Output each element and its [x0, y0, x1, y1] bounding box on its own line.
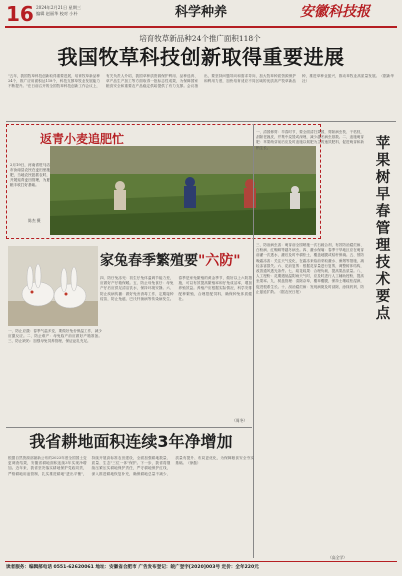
article2-intro: 一、防止应激：春季气温多变，要做好兔舍保温工作，减少应激反应。二、防止难产：母兔临产前应做好产箱准备。三、防止缺奶：加强母兔饲养管理，保证泌乳充足。	[8, 329, 102, 344]
header-date-line: 2024年2月21日 星期三	[36, 5, 82, 10]
footer-info: 读者服务：编辑部电话 0551-62620061 地址：安徽省合肥市 广告发布登记：皖广登字[2020]003号 定价：全年220元	[6, 565, 259, 570]
divider	[6, 121, 396, 122]
article2-title	[100, 252, 241, 270]
article1-body: "五年，我国牧草科技创新取得重要进展，培育牧草新品种24个，推广应用面积达118个，科技支撑草牧业发展能力不断提升。"在日前召开的全国牧草科技创新工作会议上，有关负责人介绍，我国草种质资源保护利用、品种选育、草产品生产加工等方面取得一批标志性成果，为保障国家粮食安全和重要农产品稳定供给提供了有力支撑。会议指出，要坚持问题导向和需求导向，加大牧草种质资源保护和利用力度，加快培育适应不同区域的优质高产牧草新品种，推进草种业振兴，推动草牧业高质量发展。（据新华社）	[8, 74, 394, 89]
article2-title-prefix: 家兔春季繁殖要	[100, 253, 198, 269]
side-article-author: （高全学）	[328, 555, 347, 560]
article3-title: 我省耕地面积连续3年净增加	[29, 432, 233, 451]
footer-divider	[5, 561, 397, 562]
article2-author: （周冬）	[232, 418, 248, 423]
masthead-logo: 安徽科技报	[300, 4, 370, 20]
side-article-title: 苹果树早春管理技术要点	[375, 136, 391, 322]
side-article-body: 三、防治病虫害：萌芽前全园喷施一次石硫合剂，有效防治腐烂病、白粉病、红蜘蛛等越冬病虫。四、灌水保墒：春季干旱地区应在萌芽前灌一次透水，灌后及时中耕松土，覆盖地膜或秸秆保墒。五、预防晚霜冻害：关注天气变化，在霜冻来临前采取灌水、熏烟等措施，减轻冻害损失。六、花前复剪：根据花芽量进行复剪，调整树体结构，改善通风透光条件。七、疏花疏果：合理负载，提高果品质量。八、人工授粉：花期遇低温阴雨天气时，应及时进行人工辅助授粉，提高坐果率。九、树盘管理：清除杂草，覆草覆膜，保持土壤疏松湿润，促进根系生长。十、刮治腐烂病：发现病斑及时刮除，涂抹药剂，防止蔓延扩散。（据农民日报）	[256, 243, 364, 294]
photo-caption: 2月19日，河南省驻马店市汝南县农民在麦田里施肥，当地农民抢抓农时，开展返青麦田管理，为夏粮丰收打好基础。	[10, 163, 50, 187]
rabbit-photo	[8, 246, 98, 326]
article3-body: 根据自然资源部最新公布的2023年度全国国土变更调查结果，安徽省耕地面积连续3年实现净增加。近年来，我省坚决落实耕地保护党政同责，严格耕地用途管制，扎实推进耕地"进出平衡"，持续开展高标准农田建设，全面加强耕地数量、质量、生态"三位一体"保护。下一步，我省将继续压紧压实耕地保护责任，严守耕地保护红线，深入推进耕地恢复补充，确保耕地总量不减少、质量有提升、布局更优化，为保障粮食安全夯实基础。（徐磊）	[8, 456, 254, 476]
header-editor-line: 编辑 赵丽华 校对 小朴	[36, 10, 78, 16]
header-date	[36, 5, 81, 16]
divider	[6, 427, 252, 428]
photo-article-title: 返青小麦追肥忙	[40, 132, 125, 146]
article1-kicker: 培育牧草新品种24个推广面积118个	[139, 34, 261, 43]
article2-title-quote: "六防"	[198, 253, 241, 269]
page-number: 16	[6, 2, 34, 26]
photo-author: 陈杰 摄	[28, 218, 41, 223]
side-article-intro: 一、清园修剪：早春时节，要全面清扫果园，剪除病虫枝、干枯枝，刮除老翘皮，并集中烧毁或深埋，减少越冬病虫基数。二、追施萌芽肥：苹果萌芽前后应及时追施以氮肥为主的速效肥料，促进萌芽和新梢生长。	[256, 130, 364, 150]
section-title: 科学种养	[174, 5, 227, 20]
header-divider	[5, 26, 397, 28]
article2-body: 四、防仔兔冻死：初生仔兔体温调节能力差，应做好产仔箱保暖。五、防止母兔食仔：母兔产仔后应供足清洁饮水，保持环境安静。六、防止疾病传播：做好兔舍消毒工作，定期接种疫苗，防止兔瘟、巴氏杆菌病等传染病发生。春季是家兔繁殖的黄金季节，做好以上六防措施，可以有效提高繁殖率和仔兔成活率，增加养殖效益。养殖户应根据实际情况，科学安排配种繁殖，合理搭配饲料，确保种兔体质健壮。	[100, 276, 252, 301]
article1-title: 我国牧草科技创新取得重要进展	[57, 45, 345, 69]
